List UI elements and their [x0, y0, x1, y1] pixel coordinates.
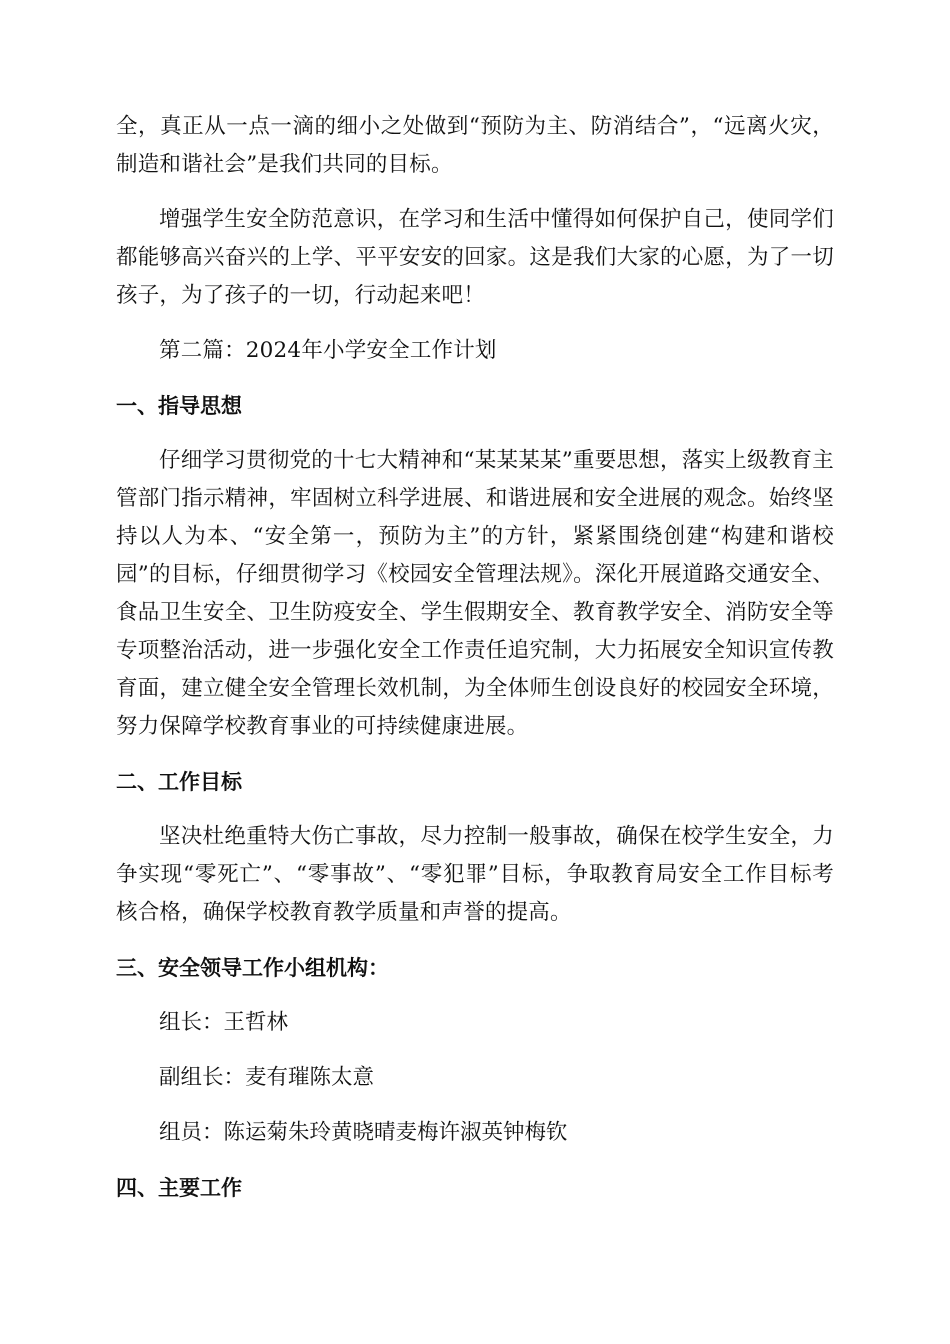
heading-work-goals: 二、工作目标 [116, 770, 242, 794]
heading-guiding-ideology: 一、指导思想 [116, 394, 242, 418]
group-members: 组员：陈运菊朱玲黄晓晴麦梅许淑英钟梅钦 [159, 1120, 568, 1145]
paragraph-work-goals: 坚决杜绝重特大伤亡事故，尽力控制一般事故，确保在校学生安全，力争实现“零死亡”、“零事故”、“零犯罪”目标，争取教育局安全工作目标考核合格，确保学校教育教学质量和声誉的提高。 [116, 824, 834, 925]
heading-leadership-group: 三、安全领导工作小组机构： [116, 956, 389, 980]
document-body [116, 108, 834, 1224]
section-title: 第二篇：2024年小学安全工作计划 [159, 338, 497, 363]
paragraph-awareness: 增强学生安全防范意识，在学习和生活中懂得如何保护自己，使同学们都能够高兴奋兴的上学、平平安安的回家。这是我们大家的心愿，为了一切孩子，为了孩子的一切，行动起来吧！ [116, 207, 834, 308]
group-deputy-leader: 副组长：麦有璀陈太意 [159, 1065, 375, 1090]
paragraph-continuation: 全，真正从一点一滴的细小之处做到“预防为主、防消结合”，“远离火灾，制造和谐社会”是我们共同的目标。 [116, 114, 834, 177]
heading-main-work: 四、主要工作 [116, 1176, 242, 1200]
paragraph-guiding-ideology: 仔细学习贯彻党的十七大精神和“某某某某”重要思想，落实上级教育主管部门指示精神，牢固树立科学进展、和谐进展和安全进展的观念。始终坚持以人为本、“安全第一，预防为主”的方针，紧紧围绕创建“构建和谐校园”的目标，仔细贯彻学习《校园安全管理法规》。深化开展道路交通安全、食品卫生安全、卫生防疫安全、学生假期安全、教育教学安全、消防安全等专项整治活动，进一步强化安全工作责任追究制，大力拓展安全知识宣传教育面，建立健全安全管理长效机制，为全体师生创设良好的校园安全环境，努力保障学校教育事业的可持续健康进展。 [116, 448, 834, 739]
group-leader: 组长：王哲林 [159, 1010, 289, 1035]
